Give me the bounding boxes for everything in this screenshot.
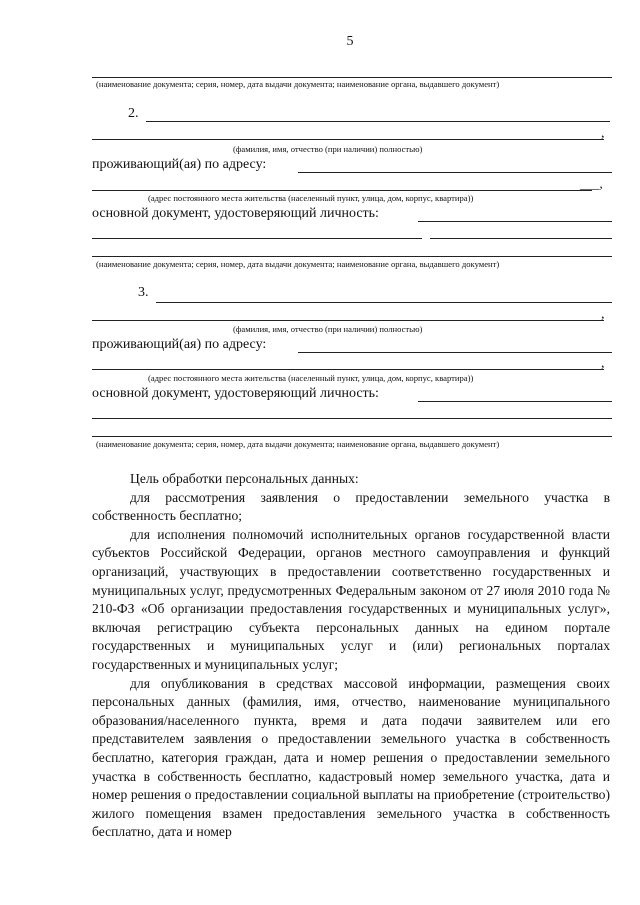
id-doc-label: основной документ, удостоверяющий личность: <box>92 206 379 221</box>
address-line[interactable] <box>298 172 612 173</box>
address-caption: (адрес постоянного места жительства (населенный пункт, улица, дом, корпус, квартира)) <box>148 373 474 383</box>
id-doc-line[interactable] <box>92 418 612 419</box>
doc-caption: (наименование документа; серия, номер, дата выдачи документа; наименование органа, выдавшего документ) <box>96 79 500 89</box>
name-line[interactable] <box>156 302 612 303</box>
id-doc-line[interactable] <box>92 256 612 257</box>
page-number: 5 <box>346 34 354 49</box>
person-number: 2. <box>128 106 139 121</box>
address-label: проживающий(ая) по адресу: <box>92 337 267 352</box>
name-line[interactable] <box>146 121 610 122</box>
purpose-section <box>92 470 610 842</box>
doc-caption: (наименование документа; серия, номер, дата выдачи документа; наименование органа, выдавшего документ) <box>96 439 500 449</box>
id-doc-line[interactable] <box>418 401 612 402</box>
name-line[interactable] <box>92 320 604 321</box>
purpose-item: для опубликования в средствах массовой информации, размещения своих персональных данных (фамилия, имя, отчество, наименование муниципального образования/населенного пункта, время и дата подачи заявителем или его представителем заявления о предоставлении земельного участка в собственность бесплатно, категория граждан, дата и номер решения о предоставлении земельного участка в собственность бесплатно, кадастровый номер земельного участка, дата и номер решения о предоставлении социальной выплаты на приобретение (строительство) жилого помещения взамен предоставления земельного участка в собственность бесплатно, дата и номер <box>92 675 610 840</box>
name-caption: (фамилия, имя, отчество (при наличии) полностью) <box>233 324 423 334</box>
id-doc-line[interactable] <box>92 238 422 239</box>
address-line[interactable] <box>92 369 604 370</box>
underscore-comma-mark: ___, <box>580 176 603 191</box>
comma-mark: , <box>601 307 605 322</box>
purpose-heading: Цель обработки персональных данных: <box>130 471 359 486</box>
id-doc-line[interactable] <box>430 238 612 239</box>
name-caption: (фамилия, имя, отчество (при наличии) полностью) <box>233 144 423 154</box>
id-doc-line[interactable] <box>92 436 612 437</box>
address-line[interactable] <box>92 190 592 191</box>
person-number: 3. <box>138 285 149 300</box>
id-doc-line[interactable] <box>418 221 612 222</box>
id-doc-label: основной документ, удостоверяющий личность: <box>92 386 379 401</box>
purpose-item: для рассмотрения заявления о предоставлении земельного участка в собственность бесплатно; <box>92 489 610 524</box>
address-label: проживающий(ая) по адресу: <box>92 157 267 172</box>
doc-line <box>92 77 612 78</box>
address-caption: (адрес постоянного места жительства (населенный пункт, улица, дом, корпус, квартира)) <box>148 193 474 203</box>
name-line[interactable] <box>92 139 604 140</box>
doc-caption: (наименование документа; серия, номер, дата выдачи документа; наименование органа, выдавшего документ) <box>96 259 500 269</box>
comma-mark: , <box>601 126 605 141</box>
comma-mark: , <box>601 356 605 371</box>
purpose-item: для исполнения полномочий исполнительных органов государственной власти субъектов Российской Федерации, органов местного самоуправления и функций организаций, участвующих в предоставлении соответственно государственных и муниципальных услуг, предусмотренных Федеральным законом от 27 июля 2010 года № 210-ФЗ «Об организации предоставления государственных и муниципальных услуг», включая регистрацию субъекта персональных данных на едином портале государственных и муниципальных услуг и (или) региональных порталах государственных и муниципальных услуг; <box>92 526 610 672</box>
address-line[interactable] <box>298 352 612 353</box>
